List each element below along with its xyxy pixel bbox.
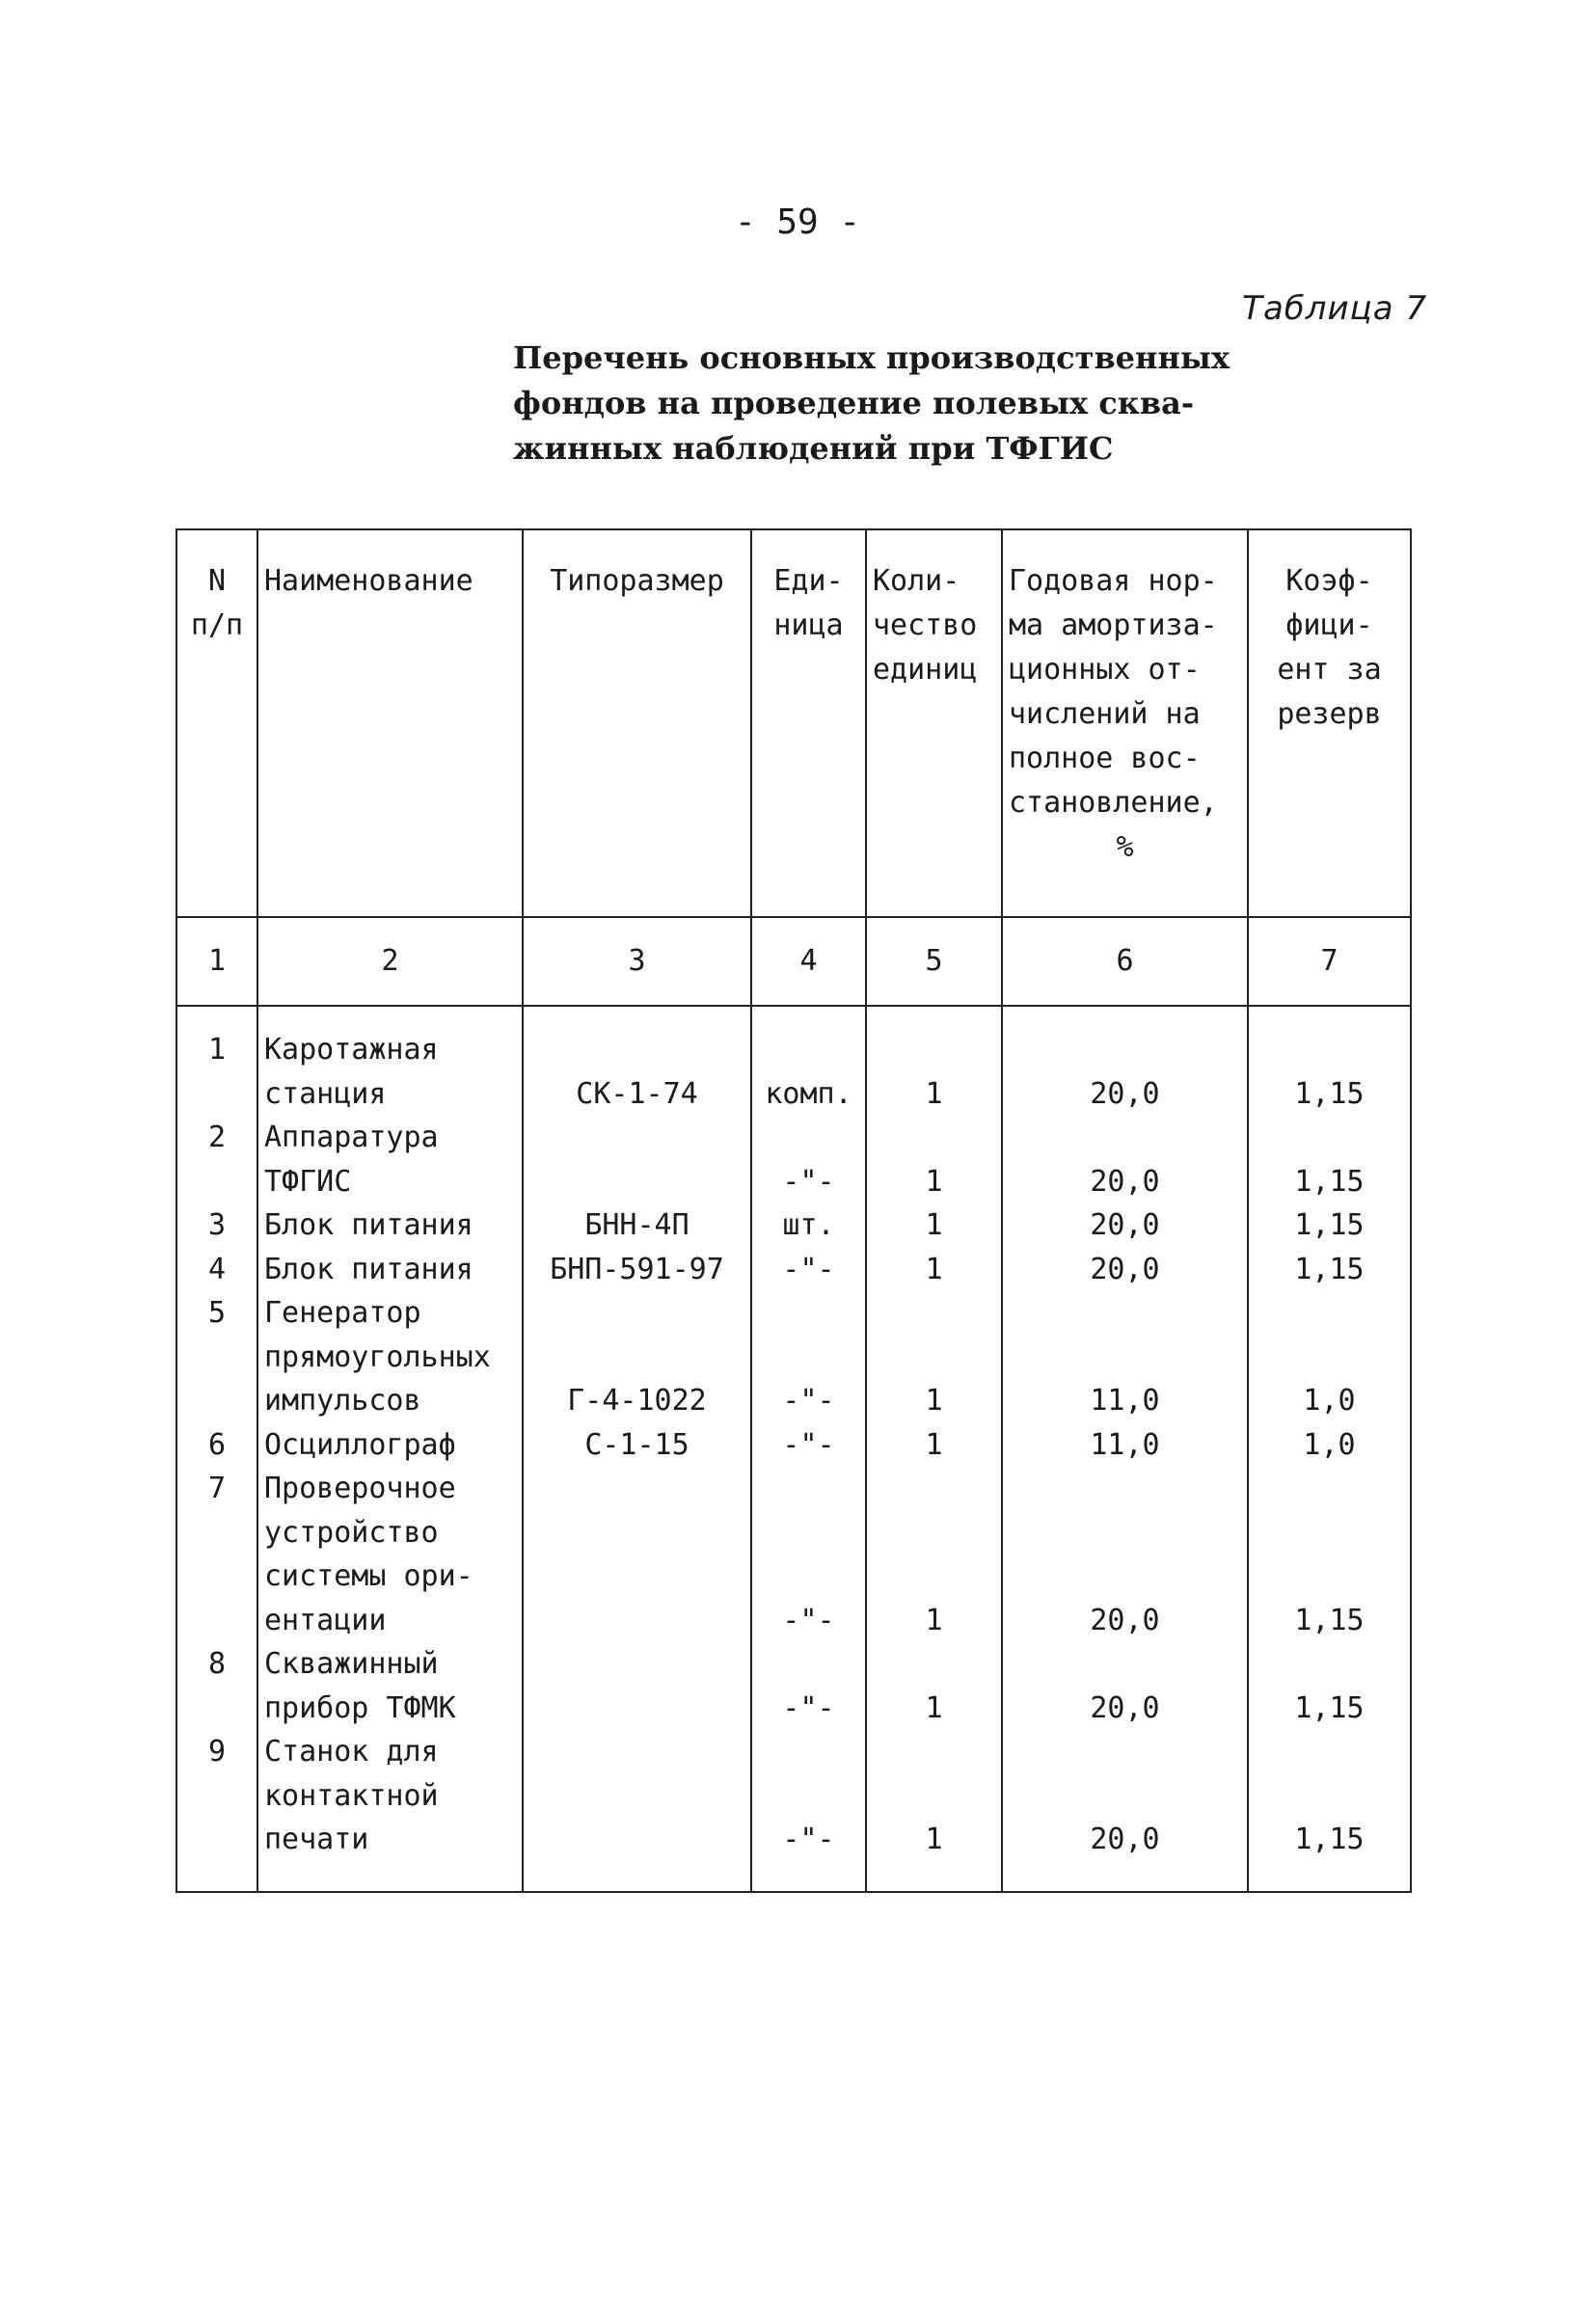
item-reserve-coefficient: 1,15: [1248, 1730, 1411, 1892]
item-quantity: 1: [866, 1203, 1002, 1248]
item-type: БНП-591-97: [523, 1248, 751, 1292]
item-quantity: 1: [866, 1291, 1002, 1423]
item-name: Аппаратура ТФГИС: [257, 1116, 523, 1203]
item-type: С-1-15: [523, 1423, 751, 1468]
item-reserve-coefficient: 1,15: [1248, 1467, 1411, 1642]
caption-line: жинных наблюдений при ТФГИС: [513, 430, 1114, 467]
item-type: [523, 1116, 751, 1203]
item-quantity: 1: [866, 1730, 1002, 1892]
item-unit: -"-: [751, 1291, 866, 1423]
row-number: 3: [176, 1203, 257, 1248]
item-type: [523, 1467, 751, 1642]
item-reserve-coefficient: 1,15: [1248, 1006, 1411, 1116]
column-number: 7: [1248, 917, 1411, 1006]
table-row: [176, 1730, 1411, 1892]
row-number: 5: [176, 1291, 257, 1423]
item-type: Г-4-1022: [523, 1291, 751, 1423]
item-unit: -"-: [751, 1467, 866, 1642]
item-type: БНН-4П: [523, 1203, 751, 1248]
item-depreciation-norm: 20,0: [1002, 1730, 1248, 1892]
item-name: Блок питания: [257, 1248, 523, 1292]
fixed-assets-table: [176, 528, 1412, 1893]
header-type: Типоразмер: [523, 529, 751, 917]
column-number: 6: [1002, 917, 1248, 1006]
header-name: Наименование: [257, 529, 523, 917]
item-reserve-coefficient: 1,15: [1248, 1203, 1411, 1248]
item-unit: -"-: [751, 1116, 866, 1203]
item-type: [523, 1642, 751, 1730]
table-row: [176, 1116, 1411, 1203]
table-row: [176, 1006, 1411, 1116]
item-depreciation-norm: 20,0: [1002, 1248, 1248, 1292]
header-qty: Коли- чество единиц: [866, 529, 1002, 917]
item-reserve-coefficient: 1,15: [1248, 1116, 1411, 1203]
table-body: [176, 1006, 1411, 1892]
item-name: Блок питания: [257, 1203, 523, 1248]
table-row: [176, 1423, 1411, 1468]
item-depreciation-norm: 11,0: [1002, 1423, 1248, 1468]
item-depreciation-norm: 20,0: [1002, 1467, 1248, 1642]
item-name: Станок для контактной печати: [257, 1730, 523, 1892]
row-number: 2: [176, 1116, 257, 1203]
table-row: [176, 1467, 1411, 1642]
column-number-row: [176, 917, 1411, 1006]
column-number: 4: [751, 917, 866, 1006]
item-name: Скважинный прибор ТФМК: [257, 1642, 523, 1730]
table-row: [176, 1291, 1411, 1423]
column-number: 2: [257, 917, 523, 1006]
row-number: 4: [176, 1248, 257, 1292]
item-type: СК-1-74: [523, 1006, 751, 1116]
table-caption: [513, 336, 1230, 472]
item-quantity: 1: [866, 1642, 1002, 1730]
item-unit: -"-: [751, 1423, 866, 1468]
column-number: 5: [866, 917, 1002, 1006]
item-name: Генератор прямоугольных импульсов: [257, 1291, 523, 1423]
table-row: [176, 1642, 1411, 1730]
item-unit: -"-: [751, 1730, 866, 1892]
item-name: Проверочное устройство системы ори- ентации: [257, 1467, 523, 1642]
caption-line: Перечень основных производственных: [513, 339, 1230, 376]
column-number: 3: [523, 917, 751, 1006]
item-quantity: 1: [866, 1248, 1002, 1292]
row-number: 7: [176, 1467, 257, 1642]
item-quantity: 1: [866, 1467, 1002, 1642]
row-number: 6: [176, 1423, 257, 1468]
page-number: - 59 -: [734, 203, 861, 242]
item-type: [523, 1730, 751, 1892]
table-label: Таблица 7: [1242, 289, 1427, 328]
header-row: [176, 529, 1411, 917]
caption-line: фондов на проведение полевых сква-: [513, 385, 1195, 421]
row-number: 9: [176, 1730, 257, 1892]
header-no: N п/п: [176, 529, 257, 917]
item-quantity: 1: [866, 1006, 1002, 1116]
item-depreciation-norm: 20,0: [1002, 1642, 1248, 1730]
item-reserve-coefficient: 1,0: [1248, 1423, 1411, 1468]
header-norm: Годовая нор- ма амортиза- ционных от- числений на полное вос- становление, %: [1002, 529, 1248, 917]
table-row: [176, 1248, 1411, 1292]
row-number: 8: [176, 1642, 257, 1730]
item-name: Осциллограф: [257, 1423, 523, 1468]
item-reserve-coefficient: 1,15: [1248, 1642, 1411, 1730]
item-unit: -"-: [751, 1248, 866, 1292]
item-unit: шт.: [751, 1203, 866, 1248]
item-depreciation-norm: 20,0: [1002, 1203, 1248, 1248]
item-reserve-coefficient: 1,15: [1248, 1248, 1411, 1292]
item-reserve-coefficient: 1,0: [1248, 1291, 1411, 1423]
item-quantity: 1: [866, 1116, 1002, 1203]
item-depreciation-norm: 11,0: [1002, 1291, 1248, 1423]
table-row: [176, 1203, 1411, 1248]
item-unit: -"-: [751, 1642, 866, 1730]
item-name: Каротажная станция: [257, 1006, 523, 1116]
header-coef: Коэф- фици- ент за резерв: [1248, 529, 1411, 917]
header-unit: Еди- ница: [751, 529, 866, 917]
row-number: 1: [176, 1006, 257, 1116]
item-depreciation-norm: 20,0: [1002, 1116, 1248, 1203]
item-depreciation-norm: 20,0: [1002, 1006, 1248, 1116]
column-number: 1: [176, 917, 257, 1006]
item-quantity: 1: [866, 1423, 1002, 1468]
item-unit: комп.: [751, 1006, 866, 1116]
